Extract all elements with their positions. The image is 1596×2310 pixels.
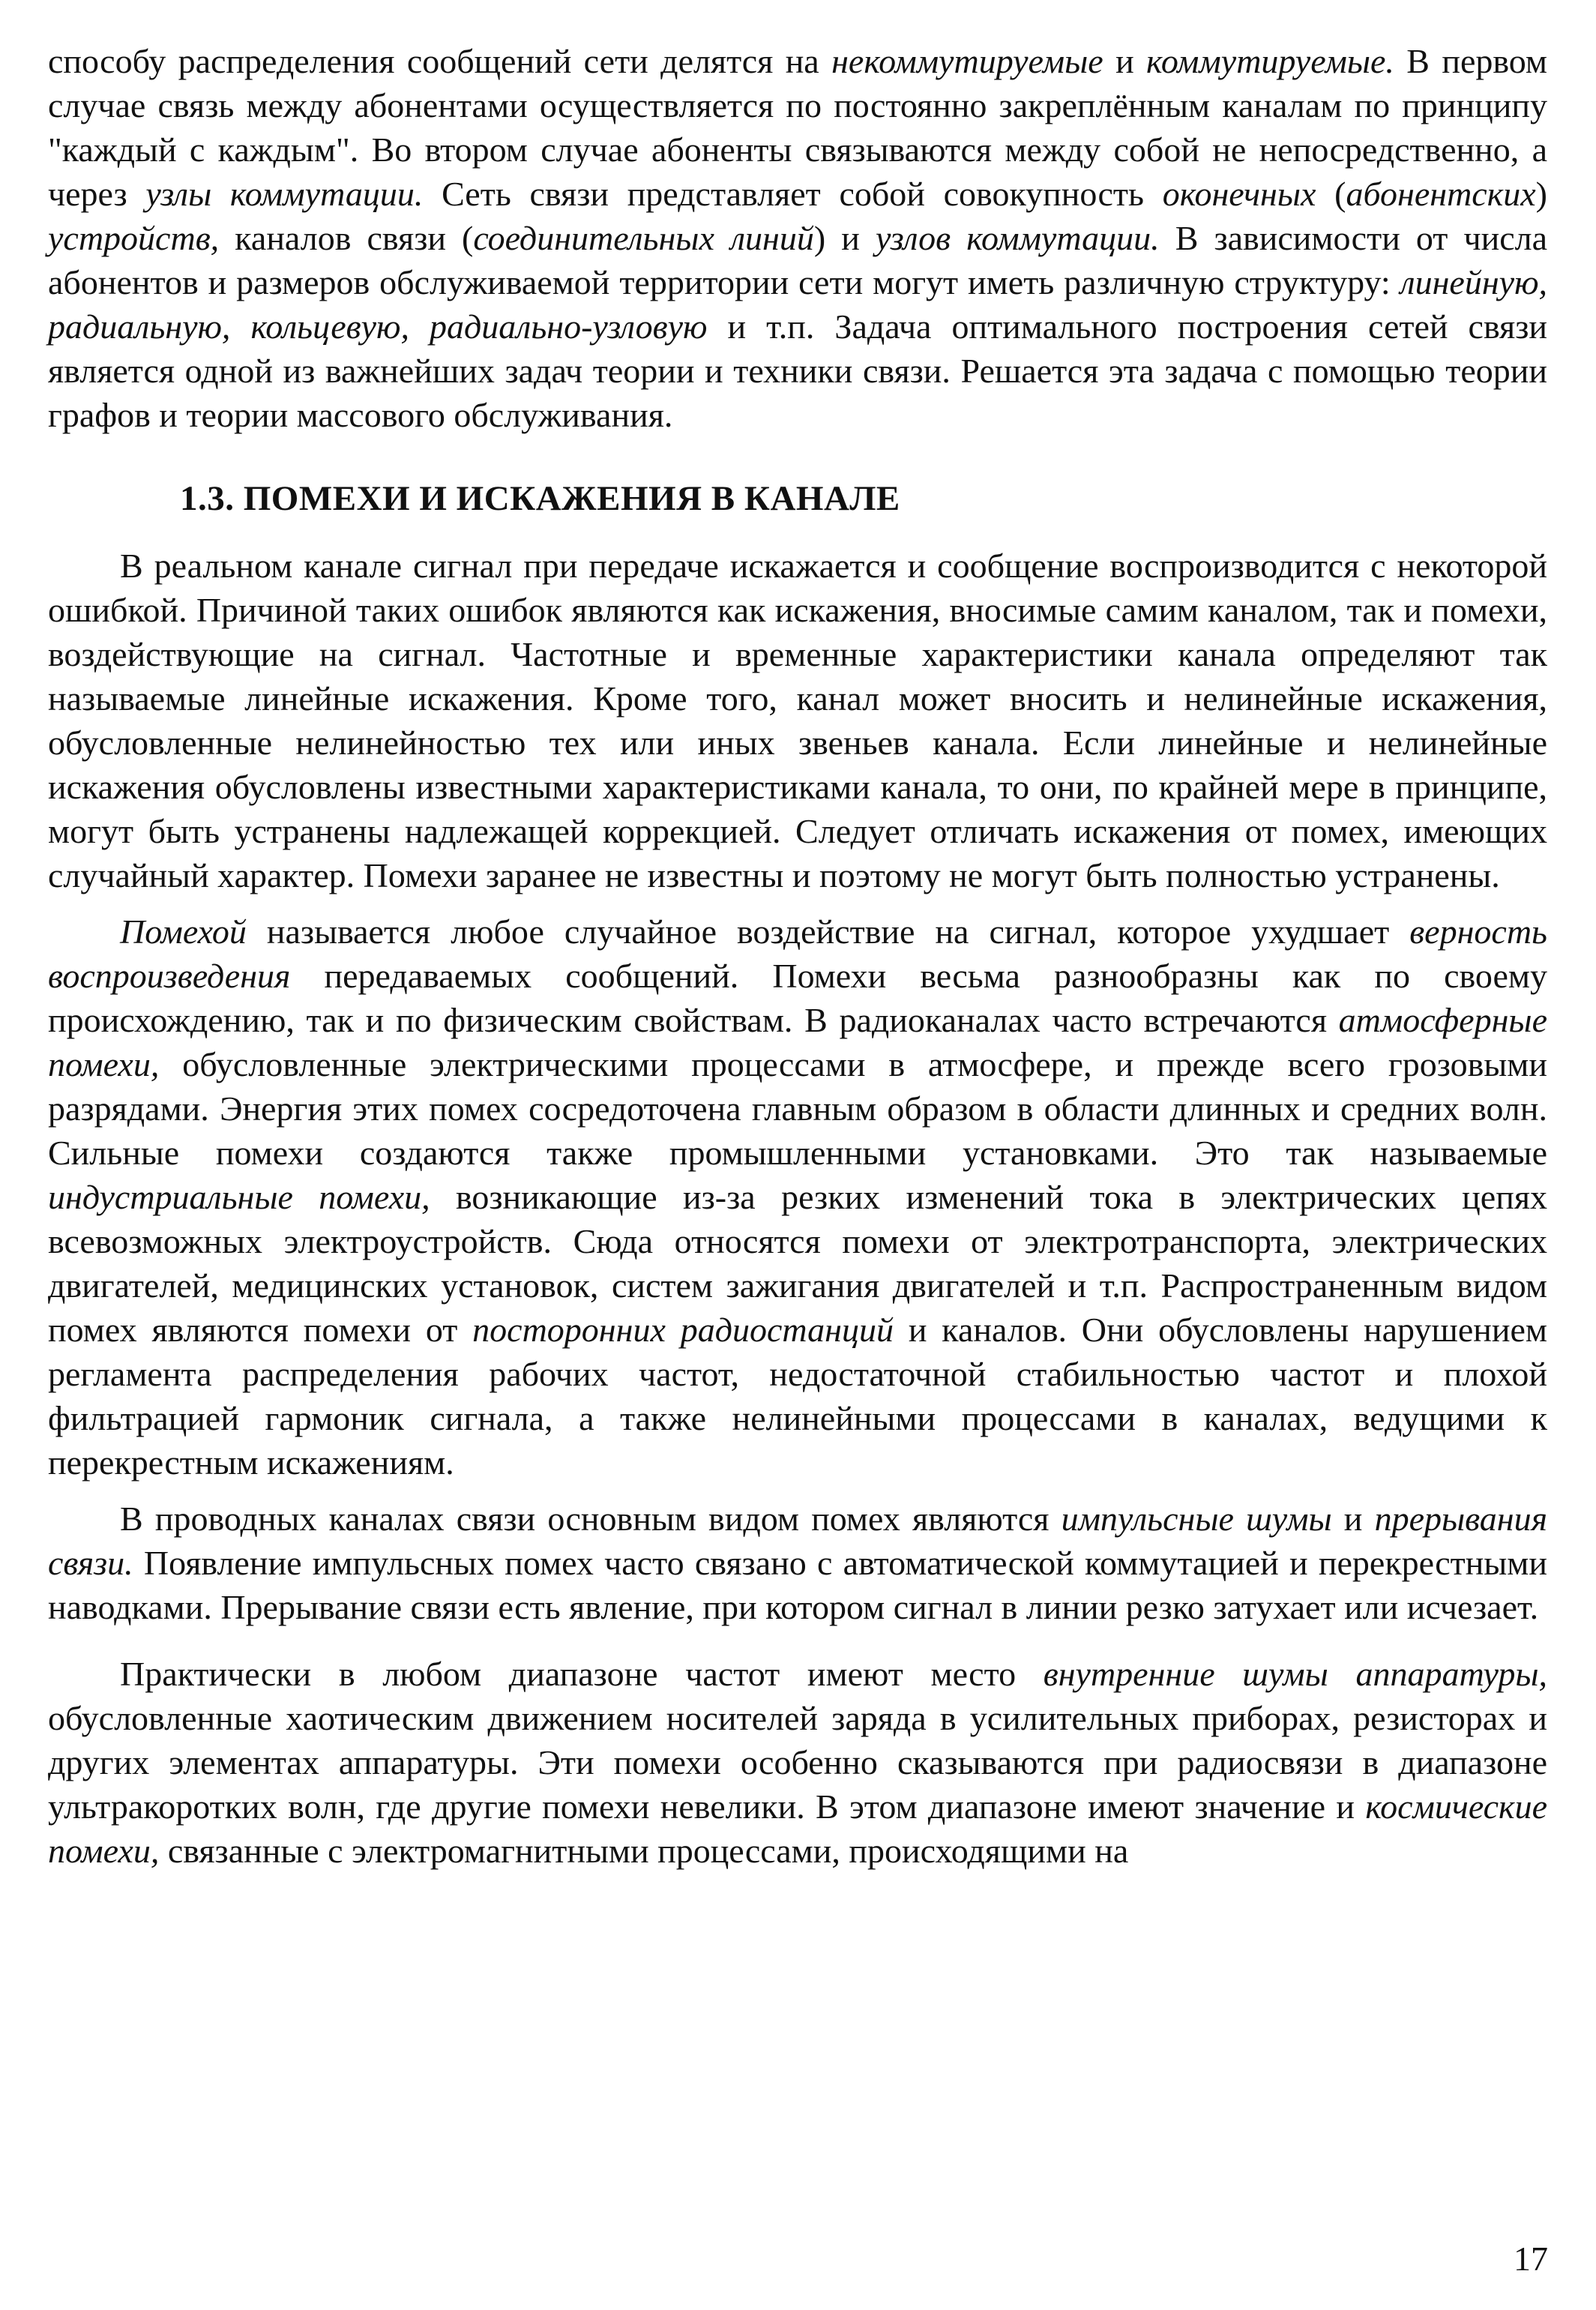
italic-term: устройств, (48, 219, 220, 257)
text-run: называется любое случайное воздействие на сигнал, которое ухудшает (246, 912, 1410, 951)
italic-term: внутренние шумы аппаратуры, (1043, 1655, 1547, 1693)
italic-term: прерывания связи. (48, 1500, 1547, 1582)
paragraph-distortions (48, 544, 1547, 897)
section-heading: 1.3. ПОМЕХИ И ИСКАЖЕНИЯ В КАНАЛЕ (180, 479, 900, 518)
italic-term: импульсные шумы (1061, 1500, 1332, 1538)
intro-paragraph (48, 39, 1547, 437)
text-run: Сеть связи представляет собой совокупность (423, 175, 1163, 213)
italic-term: индустриальные помехи, (48, 1178, 430, 1216)
text-run: В проводных каналах связи основным видом помех являются (120, 1500, 1062, 1538)
text-run: связанные с электромагнитными процессами, происходящими на (159, 1832, 1129, 1870)
italic-term: Помехой (120, 912, 247, 951)
text-run: и (1103, 42, 1147, 80)
text-run: ) и (813, 219, 876, 257)
italic-term: коммутируемые. (1146, 42, 1394, 80)
italic-term: верность воспроизведения (48, 912, 1547, 995)
italic-term: космические помехи, (48, 1787, 1547, 1870)
text-run: способу распределения сообщений сети делятся на (48, 42, 832, 80)
text-run: каналов связи ( (219, 219, 474, 257)
text-run: обусловленные электрическими процессами в атмосфере, и прежде всего грозовыми разрядами. Энергия этих помех сосредоточена главным образом в области длинных и средних волн. Сильные помехи создаются также промышленными установками. Это так называемые (48, 1045, 1547, 1172)
italic-term: некоммутируемые (831, 42, 1103, 80)
text-run: и (1331, 1500, 1375, 1538)
italic-term: соединительных линий (473, 219, 814, 257)
text-run: обусловленные хаотическим движением носителей заряда в усилительных приборах, резисторах и других элементах аппаратуры. Эти помехи особенно сказываются при радиосвязи в диапазоне ультракоротких волн, где другие помехи невелики. В этом диапазоне имеют значение и (48, 1699, 1547, 1826)
italic-term: оконечных (1162, 175, 1316, 213)
text-run: В первом случае связь между абонентами осуществляется по постоянно закреплённым каналам по принципу "каждый с каждым". Во втором случае абоненты связываются между собой не непосредственно, а через (48, 42, 1547, 213)
italic-term: абонентских (1346, 175, 1536, 213)
text-run: возникающие из-за резких изменений тока в электрических цепях всевозможных электроустройств. Сюда относятся помехи от электротранспорта, электрических двигателей, медицинских установок, систем зажигания двигателей и т.п. Распространенным видом помех являются помехи от (48, 1178, 1547, 1349)
italic-term: атмосферные помехи, (48, 1001, 1547, 1083)
paragraph-wired-channels (48, 1497, 1547, 1629)
text-run: передаваемых сообщений. Помехи весьма разнообразны как по своему происхождению, так и по физическим свойствам. В радиоканалах часто встречаются (48, 957, 1547, 1039)
text-run: Появление импульсных помех часто связано с автоматической коммутацией и перекрестными наводками. Прерывание связи есть явление, при котором сигнал в линии резко затухает или исчезает. (48, 1544, 1547, 1626)
text-run: и каналов. Они обусловлены нарушением регламента распределения рабочих частот, недостаточной стабильностью частот и плохой фильтрацией гармоник сигнала, а также нелинейными процессами в каналах, ведущими к перекрестным искажениям. (48, 1311, 1547, 1482)
paragraph-interference-definition (48, 909, 1547, 1485)
italic-term: посторонних радиостанций (472, 1311, 894, 1349)
text-run: ) (1535, 175, 1547, 213)
text-run: ( (1316, 175, 1346, 213)
text-run: В зависимости от числа абонентов и размеров обслуживаемой территории сети могут иметь различную структуру: (48, 219, 1548, 301)
italic-term: узлов коммутации. (875, 219, 1160, 257)
paragraph-internal-noise (48, 1652, 1547, 1873)
text-run: и т.п. Задача оптимального построения сетей связи является одной из важнейших задач теории и техники связи. Решается эта задача с помощью теории графов и теории массового обслуживания. (48, 307, 1548, 434)
text-run: Практически в любом диапазоне частот имеют место (120, 1655, 1044, 1693)
document-page (48, 39, 1547, 1873)
page-number: 17 (1514, 2240, 1548, 2278)
text-run: В реальном канале сигнал при передаче искажается и сообщение воспроизводится с некоторой ошибкой. Причиной таких ошибок являются как искажения, вносимые самим каналом, так и помехи, воздействующие на сигнал. Частотные и временные характеристики канала определяют так называемые линейные искажения. Кроме того, канал может вносить и нелинейные искажения, обусловленные нелинейностью тех или иных звеньев канала. Если линейные и нелинейные искажения обусловлены известными характеристиками канала, то они, по крайней мере в принципе, могут быть устранены надлежащей коррекцией. Следует отличать искажения от помех, имеющих случайный характер. Помехи заранее не известны и поэтому не могут быть полностью устранены. (48, 547, 1547, 894)
italic-term: узлы коммутации. (145, 175, 424, 213)
italic-term: линейную, радиальную, кольцевую, радиально-узловую (48, 263, 1547, 346)
